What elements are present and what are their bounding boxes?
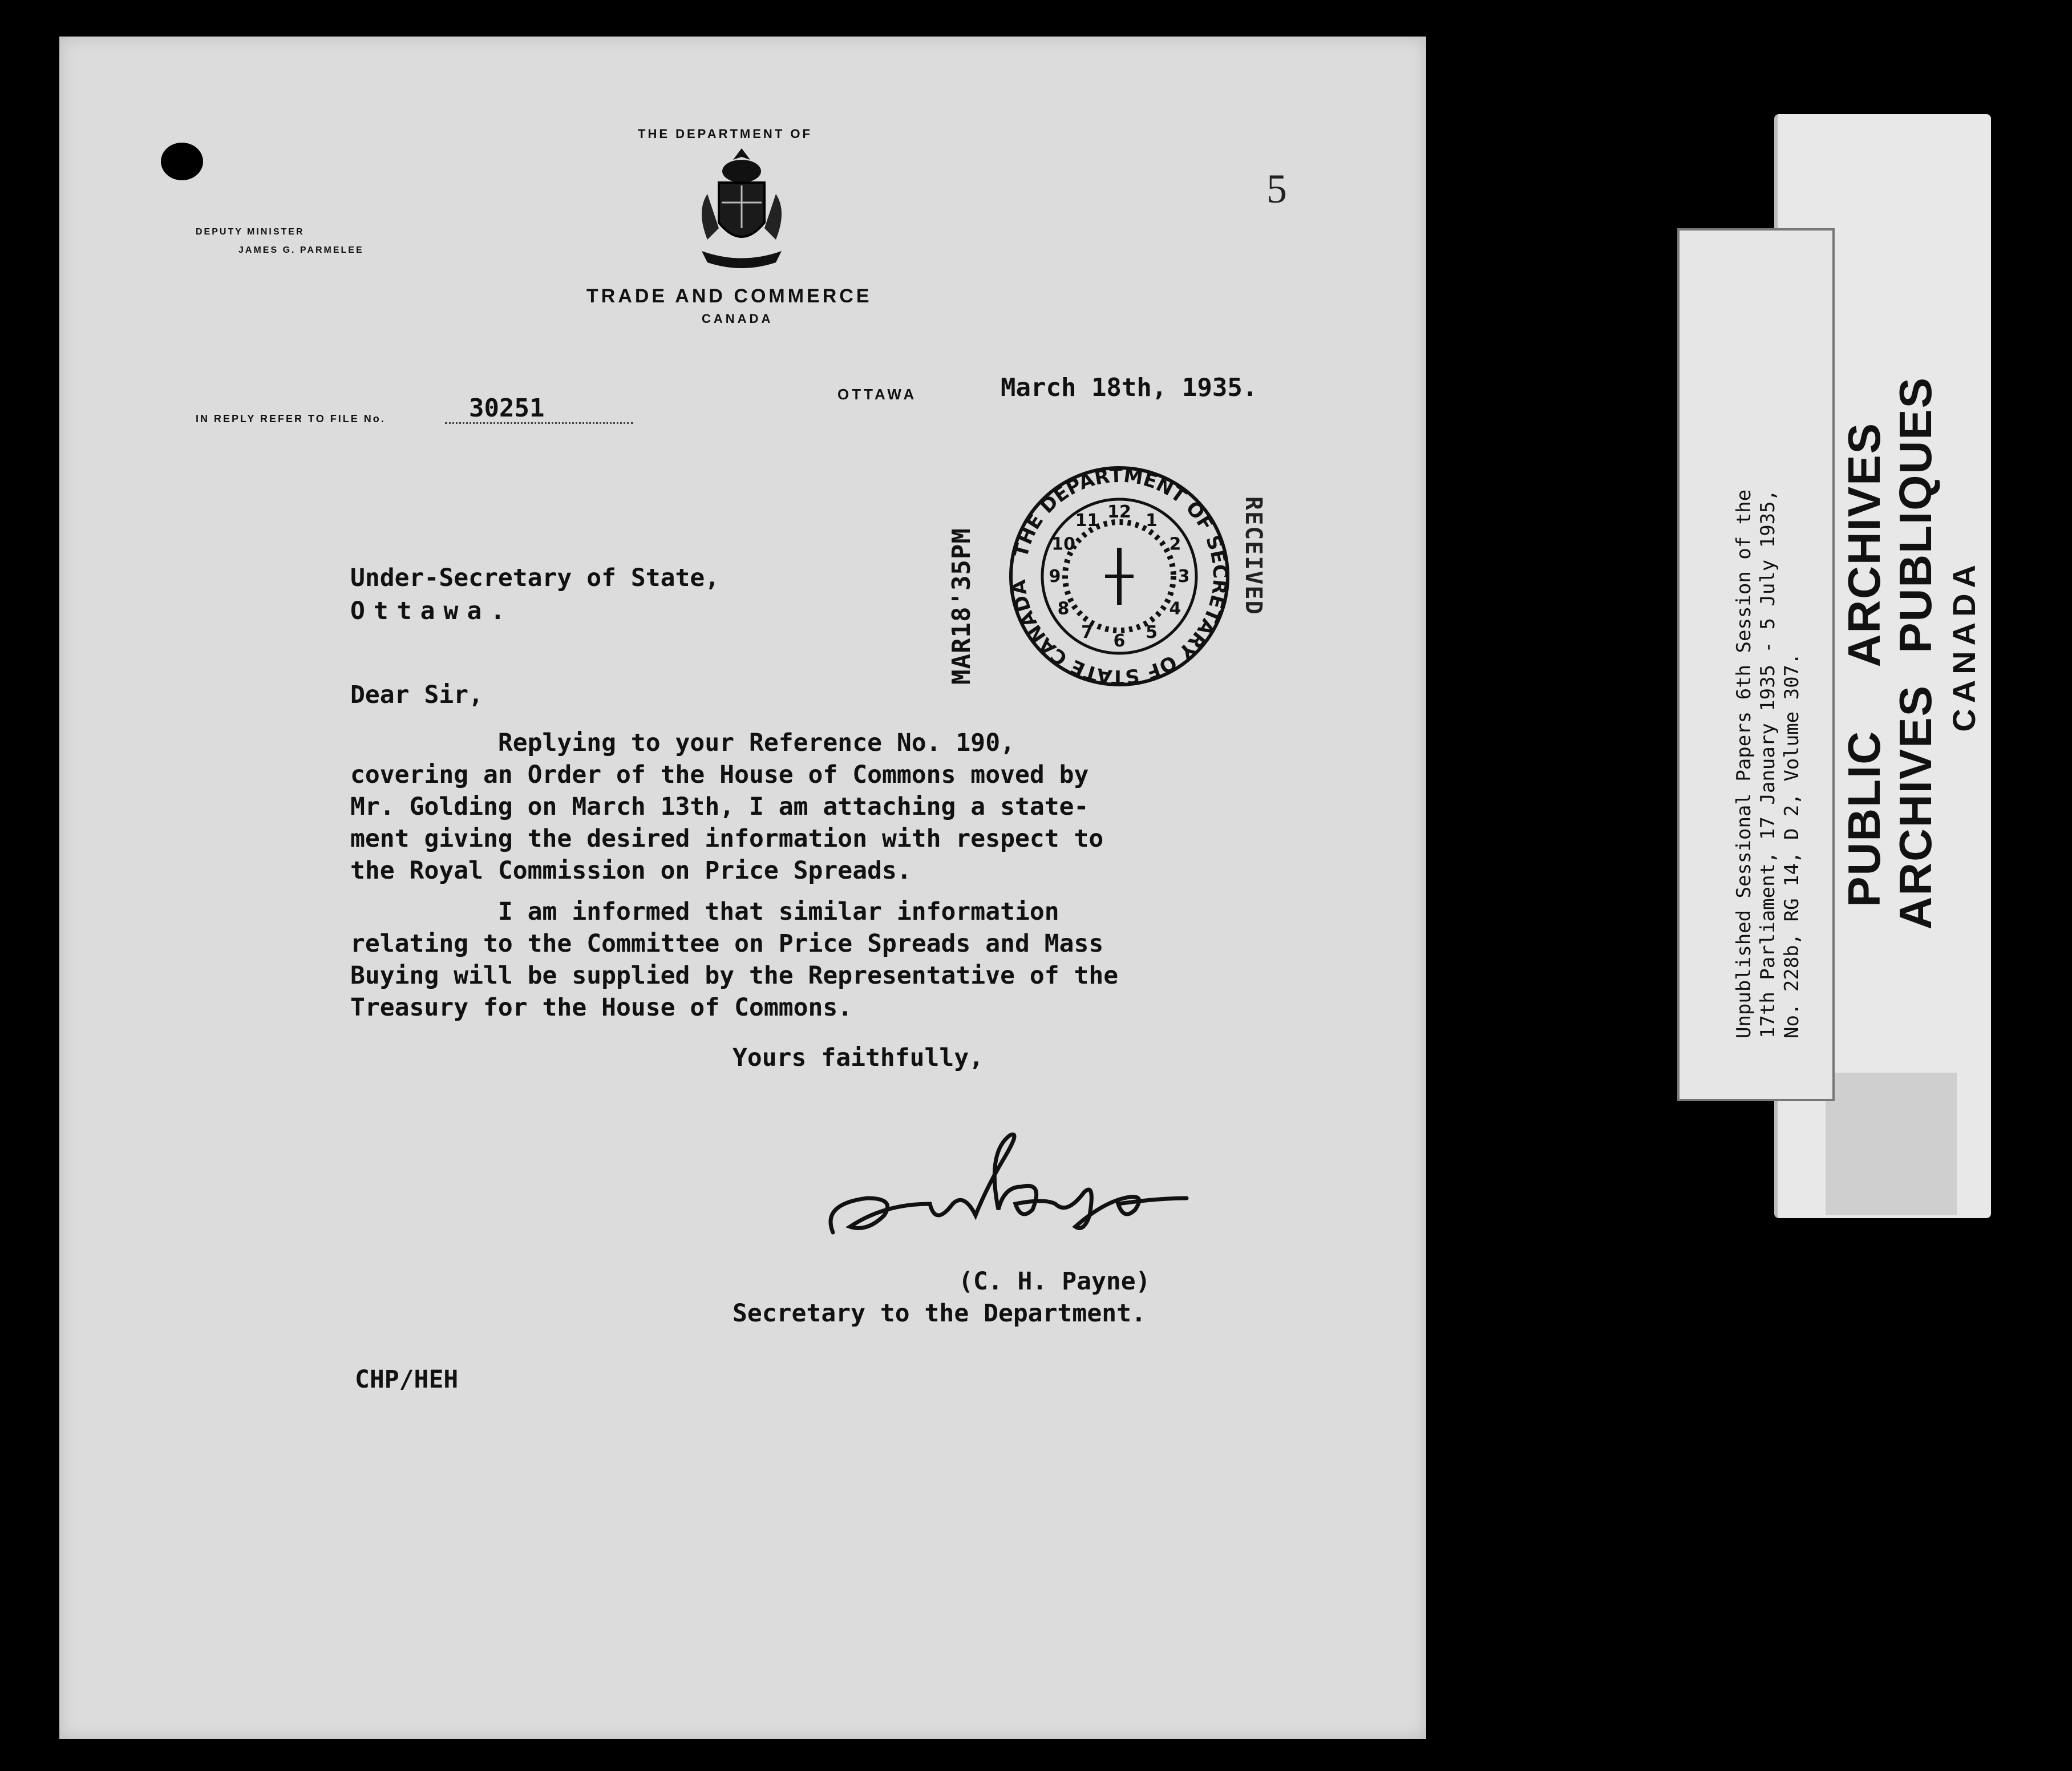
letterhead-department-of: THE DEPARTMENT OF bbox=[638, 127, 812, 141]
seal-clock-number: 12 bbox=[1107, 502, 1131, 522]
seal-clock-number: 3 bbox=[1177, 567, 1190, 587]
paragraph-2-line: I am informed that similar information bbox=[350, 897, 1059, 926]
archive-publiques: PUBLIQUES bbox=[1890, 377, 1941, 653]
reply-refer-label: IN REPLY REFER TO FILE No. bbox=[196, 413, 386, 424]
archive-canada: CANADA bbox=[1946, 559, 1982, 732]
coat-of-arms-icon bbox=[685, 143, 799, 274]
seal-clock-number: 8 bbox=[1057, 599, 1070, 619]
paragraph-1-line: Mr. Golding on March 13th, I am attaching a state- bbox=[350, 792, 1089, 821]
archive-note-line: 17th Parliament, 17 January 1935 - 5 July 1935, bbox=[1757, 489, 1779, 1038]
received-seal-stamp bbox=[1005, 462, 1233, 690]
punch-hole bbox=[161, 143, 203, 180]
deputy-minister-label: DEPUTY MINISTER bbox=[196, 227, 305, 237]
paragraph-2 bbox=[350, 896, 1118, 1024]
archive-tab-strip bbox=[1826, 1073, 1957, 1215]
paragraph-1-line: ment giving the desired information with respect to bbox=[350, 824, 1104, 853]
paragraph-1 bbox=[350, 727, 1103, 887]
signer-title: Secretary to the Department. bbox=[733, 1299, 1146, 1328]
archive-archives-fr: ARCHIVES bbox=[1890, 685, 1941, 930]
page-number: 5 bbox=[1266, 166, 1287, 212]
seal-clock-number: 7 bbox=[1081, 622, 1093, 642]
archive-note-line: Unpublished Sessional Papers 6th Session of the bbox=[1733, 489, 1755, 1038]
addressee-line-1: Under-Secretary of State, bbox=[350, 564, 720, 592]
letter-date: March 18th, 1935. bbox=[1001, 373, 1258, 402]
seal-clock-number: 9 bbox=[1049, 567, 1061, 587]
paragraph-2-line: Buying will be supplied by the Representative of the bbox=[350, 961, 1119, 990]
salutation: Dear Sir, bbox=[350, 681, 483, 709]
signer-typed-name: (C. H. Payne) bbox=[958, 1267, 1151, 1296]
deputy-minister-name: JAMES G. PARMELEE bbox=[238, 245, 364, 255]
paragraph-2-line: Treasury for the House of Commons. bbox=[350, 993, 853, 1022]
archive-archives-en: ARCHIVES bbox=[1839, 422, 1889, 668]
paragraph-2-line: relating to the Committee on Price Spreads and Mass bbox=[350, 929, 1104, 958]
seal-clock-number: 5 bbox=[1146, 622, 1158, 642]
paragraph-1-line: the Royal Commission on Price Spreads. bbox=[350, 856, 912, 885]
stamp-received: RECEIVED bbox=[1240, 496, 1266, 616]
file-number-underline bbox=[445, 422, 633, 424]
letterhead-canada: CANADA bbox=[702, 312, 774, 326]
seal-clock-number: 6 bbox=[1113, 631, 1126, 651]
paragraph-1-line: Replying to your Reference No. 190, bbox=[350, 729, 1015, 757]
closing: Yours faithfully, bbox=[733, 1044, 984, 1072]
paragraph-1-line: covering an Order of the House of Commons moved by bbox=[350, 761, 1089, 789]
ottawa-label: OTTAWA bbox=[837, 386, 917, 403]
file-number: 30251 bbox=[469, 394, 545, 423]
seal-clock-number: 1 bbox=[1146, 511, 1158, 531]
seal-clock-number: 11 bbox=[1075, 511, 1099, 531]
handwritten-signature bbox=[816, 1118, 1204, 1250]
archive-note bbox=[1732, 354, 1803, 1038]
seal-clock-number: 10 bbox=[1051, 534, 1075, 555]
seal-text: THE DEPARTMENT OF SECRETARY OF STATE CANADA bbox=[1007, 464, 1232, 689]
letterhead-trade-and-commerce: TRADE AND COMMERCE bbox=[586, 285, 872, 307]
seal-clock-number: 2 bbox=[1169, 534, 1181, 555]
typist-initials: CHP/HEH bbox=[355, 1365, 459, 1394]
addressee-line-2: Ottawa. bbox=[350, 597, 514, 625]
archive-note-line: No. 228b, RG 14, D 2, Volume 307. bbox=[1780, 653, 1803, 1038]
stamp-date: MAR18'35PM bbox=[947, 528, 976, 685]
archive-public: PUBLIC bbox=[1839, 730, 1889, 907]
seal-clock-number: 4 bbox=[1169, 599, 1181, 619]
